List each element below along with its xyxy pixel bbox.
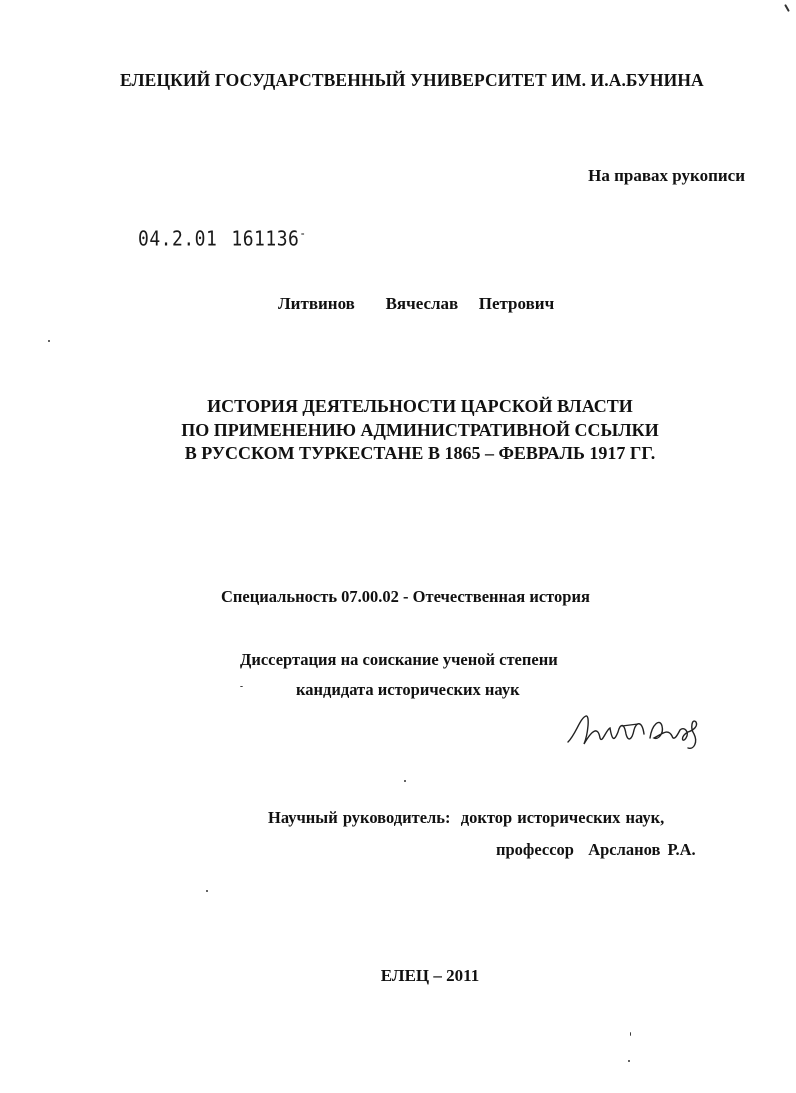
archive-code-part2: 161136 xyxy=(231,227,300,252)
advisor-line-2: профессор Арсланов Р.А. xyxy=(496,840,696,859)
specialty: Специальность 07.00.02 - Отечественная история xyxy=(221,587,590,606)
degree-line-1: Диссертация на соискание ученой степени xyxy=(240,650,558,669)
city-year: ЕЛЕЦ – 2011 xyxy=(380,966,480,985)
scan-speck xyxy=(628,1060,630,1062)
manuscript-note: На правах рукописи xyxy=(588,166,745,185)
archive-code-mark: - xyxy=(299,226,307,241)
scan-speck xyxy=(48,340,50,342)
scan-speck xyxy=(630,1032,631,1036)
title-line-1: ИСТОРИЯ ДЕЯТЕЛЬНОСТИ ЦАРСКОЙ ВЛАСТИ xyxy=(207,396,633,416)
title-line-2: ПО ПРИМЕНЕНИЮ АДМИНИСТРАТИВНОЙ ССЫЛКИ xyxy=(181,420,659,440)
scan-speck xyxy=(240,686,243,687)
archive-code-part1: 04.2.01 xyxy=(138,227,218,252)
scan-speck xyxy=(404,780,406,782)
title-line-3: В РУССКОМ ТУРКЕСТАНЕ В 1865 – ФЕВРАЛЬ 1917 ГГ. xyxy=(184,443,656,463)
author-signature xyxy=(562,704,712,754)
scan-speck xyxy=(206,890,208,892)
author-name: Литвинов Вячеслав Петрович xyxy=(278,294,555,313)
university-name: ЕЛЕЦКИЙ ГОСУДАРСТВЕННЫЙ УНИВЕРСИТЕТ ИМ. И.А.БУНИНА xyxy=(120,70,704,90)
advisor-line-1: Научный руководитель: доктор исторических наук, xyxy=(268,808,665,827)
archive-stamp xyxy=(138,226,307,251)
degree-line-2: кандидата исторических наук xyxy=(296,680,520,699)
scan-speck xyxy=(784,4,790,12)
